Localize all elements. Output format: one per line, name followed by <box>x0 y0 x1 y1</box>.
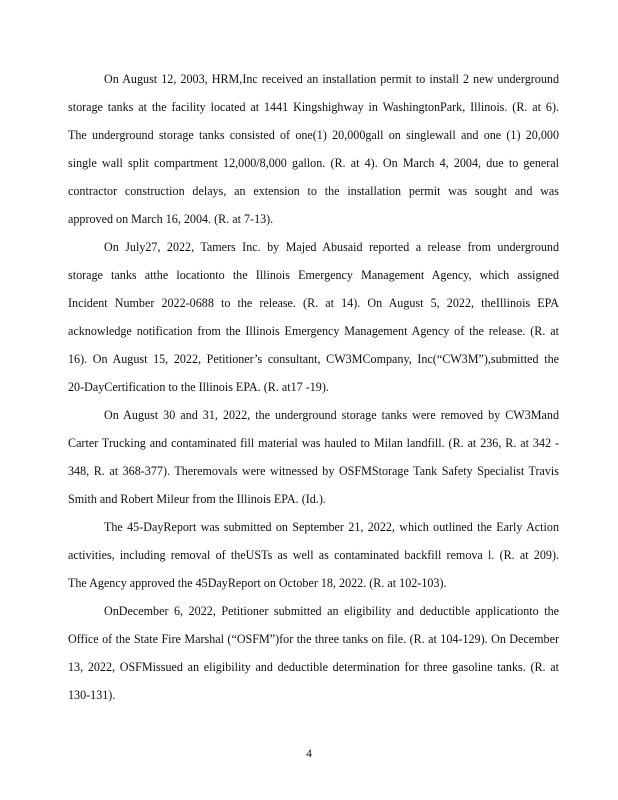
text-line: Carter Trucking and contaminated fill material was hauled to Milan landfill. (R. at 236, R. at 342 - <box>68 436 559 450</box>
text-line: storage tanks atthe locationto the Illinois Emergency Management Agency, which assigned <box>68 268 559 282</box>
text-line: storage tanks at the facility located at 1441 Kingshighway in WashingtonPark, Illinois. (R. at 6). <box>68 100 559 114</box>
text-line: 16). On August 15, 2022, Petitioner’s consultant, CW3MCompany, Inc(“CW3M”),submitted the <box>68 352 559 366</box>
paragraph-eligibility <box>68 603 559 715</box>
text-line: contractor construction delays, an extension to the installation permit was sought and was <box>68 184 559 198</box>
text-line: 130-131). <box>68 688 116 702</box>
text-line: Smith and Robert Mileur from the Illinois EPA. (Id.). <box>68 492 326 506</box>
text-line: The Agency approved the 45DayReport on October 18, 2022. (R. at 102-103). <box>68 576 447 590</box>
text-line: approved on March 16, 2004. (R. at 7-13). <box>68 212 274 226</box>
text-line: The underground storage tanks consisted of one(1) 20,000gall on singlewall and one (1) 20,000 <box>68 128 559 142</box>
text-line: single wall split compartment 12,000/8,000 gallon. (R. at 4). On March 4, 2004, due to general <box>68 156 559 170</box>
page-number: 4 <box>306 746 312 760</box>
text-line: OnDecember 6, 2022, Petitioner submitted an eligibility and deductible applicationto the <box>104 604 559 618</box>
text-line: On August 30 and 31, 2022, the underground storage tanks were removed by CW3Mand <box>104 408 559 422</box>
paragraph-installation-permit <box>68 71 559 239</box>
paragraph-tank-removal <box>68 407 559 519</box>
paragraph-45-day-report <box>68 519 559 603</box>
text-line: Office of the State Fire Marshal (“OSFM”)for the three tanks on file. (R. at 104-129). On December <box>68 632 559 646</box>
text-line: Incident Number 2022-0688 to the release. (R. at 14). On August 5, 2022, theIllinois EPA <box>68 296 559 310</box>
text-line: On July27, 2022, Tamers Inc. by Majed Abusaid reported a release from underground <box>104 240 559 254</box>
text-line: On August 12, 2003, HRM,Inc received an installation permit to install 2 new underground <box>104 72 559 86</box>
paragraph-release-report <box>68 239 559 407</box>
text-line: 13, 2022, OSFMissued an eligibility and deductible determination for three gasoline tanks. (R. at <box>68 660 559 674</box>
text-line: acknowledge notification from the Illinois Emergency Management Agency of the release. (R. at <box>68 324 559 338</box>
text-line: activities, including removal of theUSTs as well as contaminated backfill remova l. (R. at 209). <box>68 548 559 562</box>
text-line: 20-DayCertification to the Illinois EPA. (R. at17 -19). <box>68 380 329 394</box>
text-line: The 45-DayReport was submitted on September 21, 2022, which outlined the Early Action <box>104 520 559 534</box>
text-line: 348, R. at 368-377). Theremovals were witnessed by OSFMStorage Tank Safety Specialist Travis <box>68 464 559 478</box>
